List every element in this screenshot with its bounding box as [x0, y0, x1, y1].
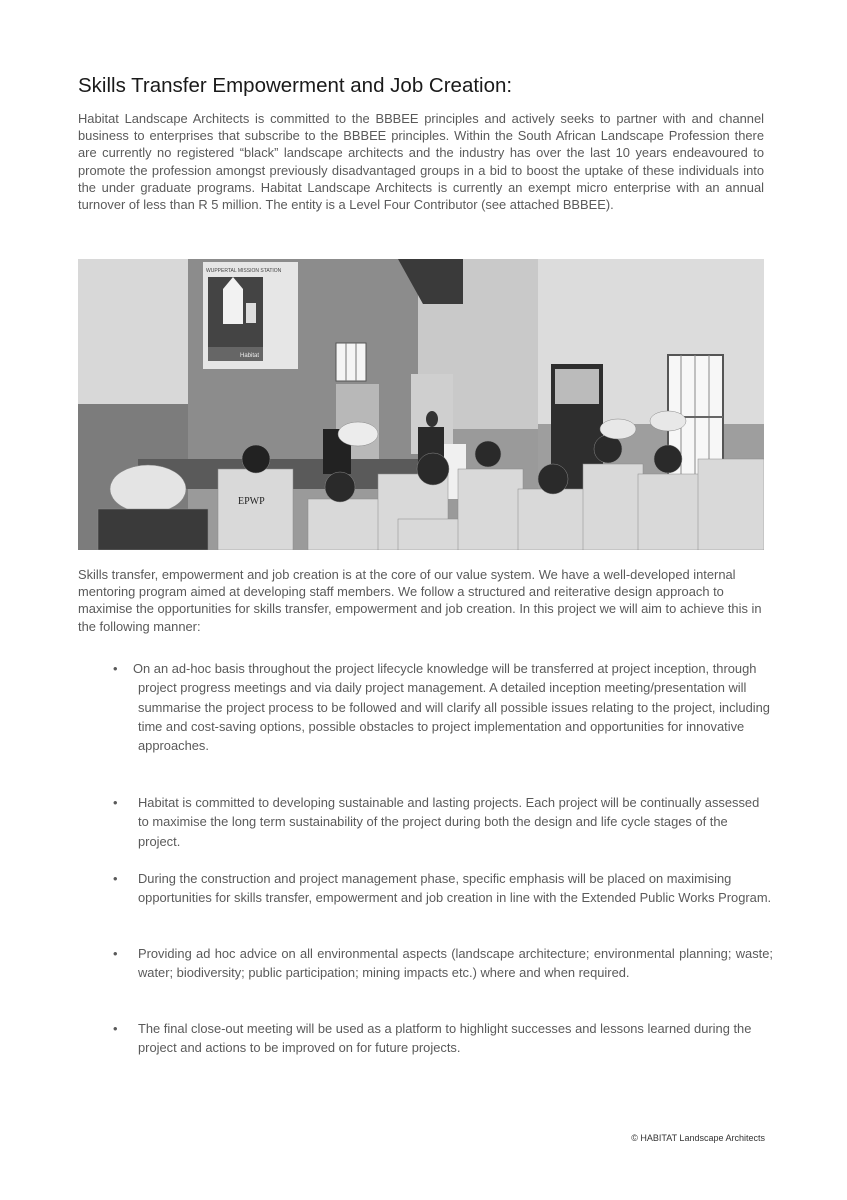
left-wall-upper: [78, 259, 188, 404]
page-heading: Skills Transfer Empowerment and Job Creation:: [78, 74, 513, 97]
bullet-icon: •: [113, 946, 118, 961]
bullet-item: [113, 944, 773, 983]
bullet-item: [113, 659, 773, 755]
bullet-text: The final close-out meeting will be used as a platform to highlight successes and lessons learned during the project and actions to be improved on for future projects.: [138, 1021, 752, 1056]
workshop-photo: [78, 259, 764, 550]
bullet-text: During the construction and project management phase, specific emphasis will be placed on maximising opportunities for skills transfer, empowerment and job creation in line with the Extended Public Works Program.: [138, 871, 772, 906]
slide-logo: Habitat: [240, 353, 260, 359]
bullet-text: Habitat is committed to developing sustainable and lasting projects. Each project will be continually assessed to maximise the long term sustainability of the project during both the design and life cycle stages of the project.: [138, 795, 760, 849]
bullet-text: Providing ad hoc advice on all environmental aspects (landscape architecture; environmental planning; waste; water; biodiversity; public participation; mining impacts etc.) where and when required.: [138, 946, 773, 981]
body-paragraph: Skills transfer, empowerment and job creation is at the core of our value system. We have a well-developed internal mentoring program aimed at developing staff members. We follow a structured and reiterative design approach to maximise the opportunities for skills transfer, empowerment and job creation. In this project we will aim to achieve this in the following manner:: [78, 567, 762, 634]
bullet-text: On an ad-hoc basis throughout the project lifecycle knowledge will be transferred at project inception, through project progress meetings and via daily project management. A detailed inception meeting/presentation will summarise the project process to be followed and will clarify all possible issues relating to the project, including time and cost-saving options, possible obstacles to project implementation and opportunities for innovative approaches.: [133, 661, 770, 754]
bullet-item: [113, 869, 773, 908]
bullet-item: [113, 793, 773, 851]
intro-paragraph: Habitat Landscape Architects is committed to the BBBEE principles and actively seeks to partner with and channel business to enterprises that subscribe to the BBBEE principles. Within the South African Landscape Profession there are currently no registered “black” landscape architects and the industry has over the last 10 years endeavoured to promote the profession amongst previously disadvantaged groups in a bid to boost the uptake of these individuals into the under graduate programs. Habitat Landscape Architects is currently an exempt micro enterprise with an annual turnover of less than R 5 million. The entity is a Level Four Contributor (see attached BBBEE).: [78, 111, 764, 213]
slide-title: WUPPERTAL MISSION STATION: [206, 268, 282, 274]
shirt-label: EPWP: [238, 496, 265, 507]
footer-copyright: © HABITAT Landscape Architects: [631, 1133, 765, 1143]
bullet-icon: •: [113, 1021, 118, 1036]
bullet-icon: •: [113, 871, 118, 886]
bullet-icon: •: [113, 661, 118, 676]
bullet-item: [113, 1019, 773, 1058]
bullet-icon: •: [113, 795, 118, 810]
